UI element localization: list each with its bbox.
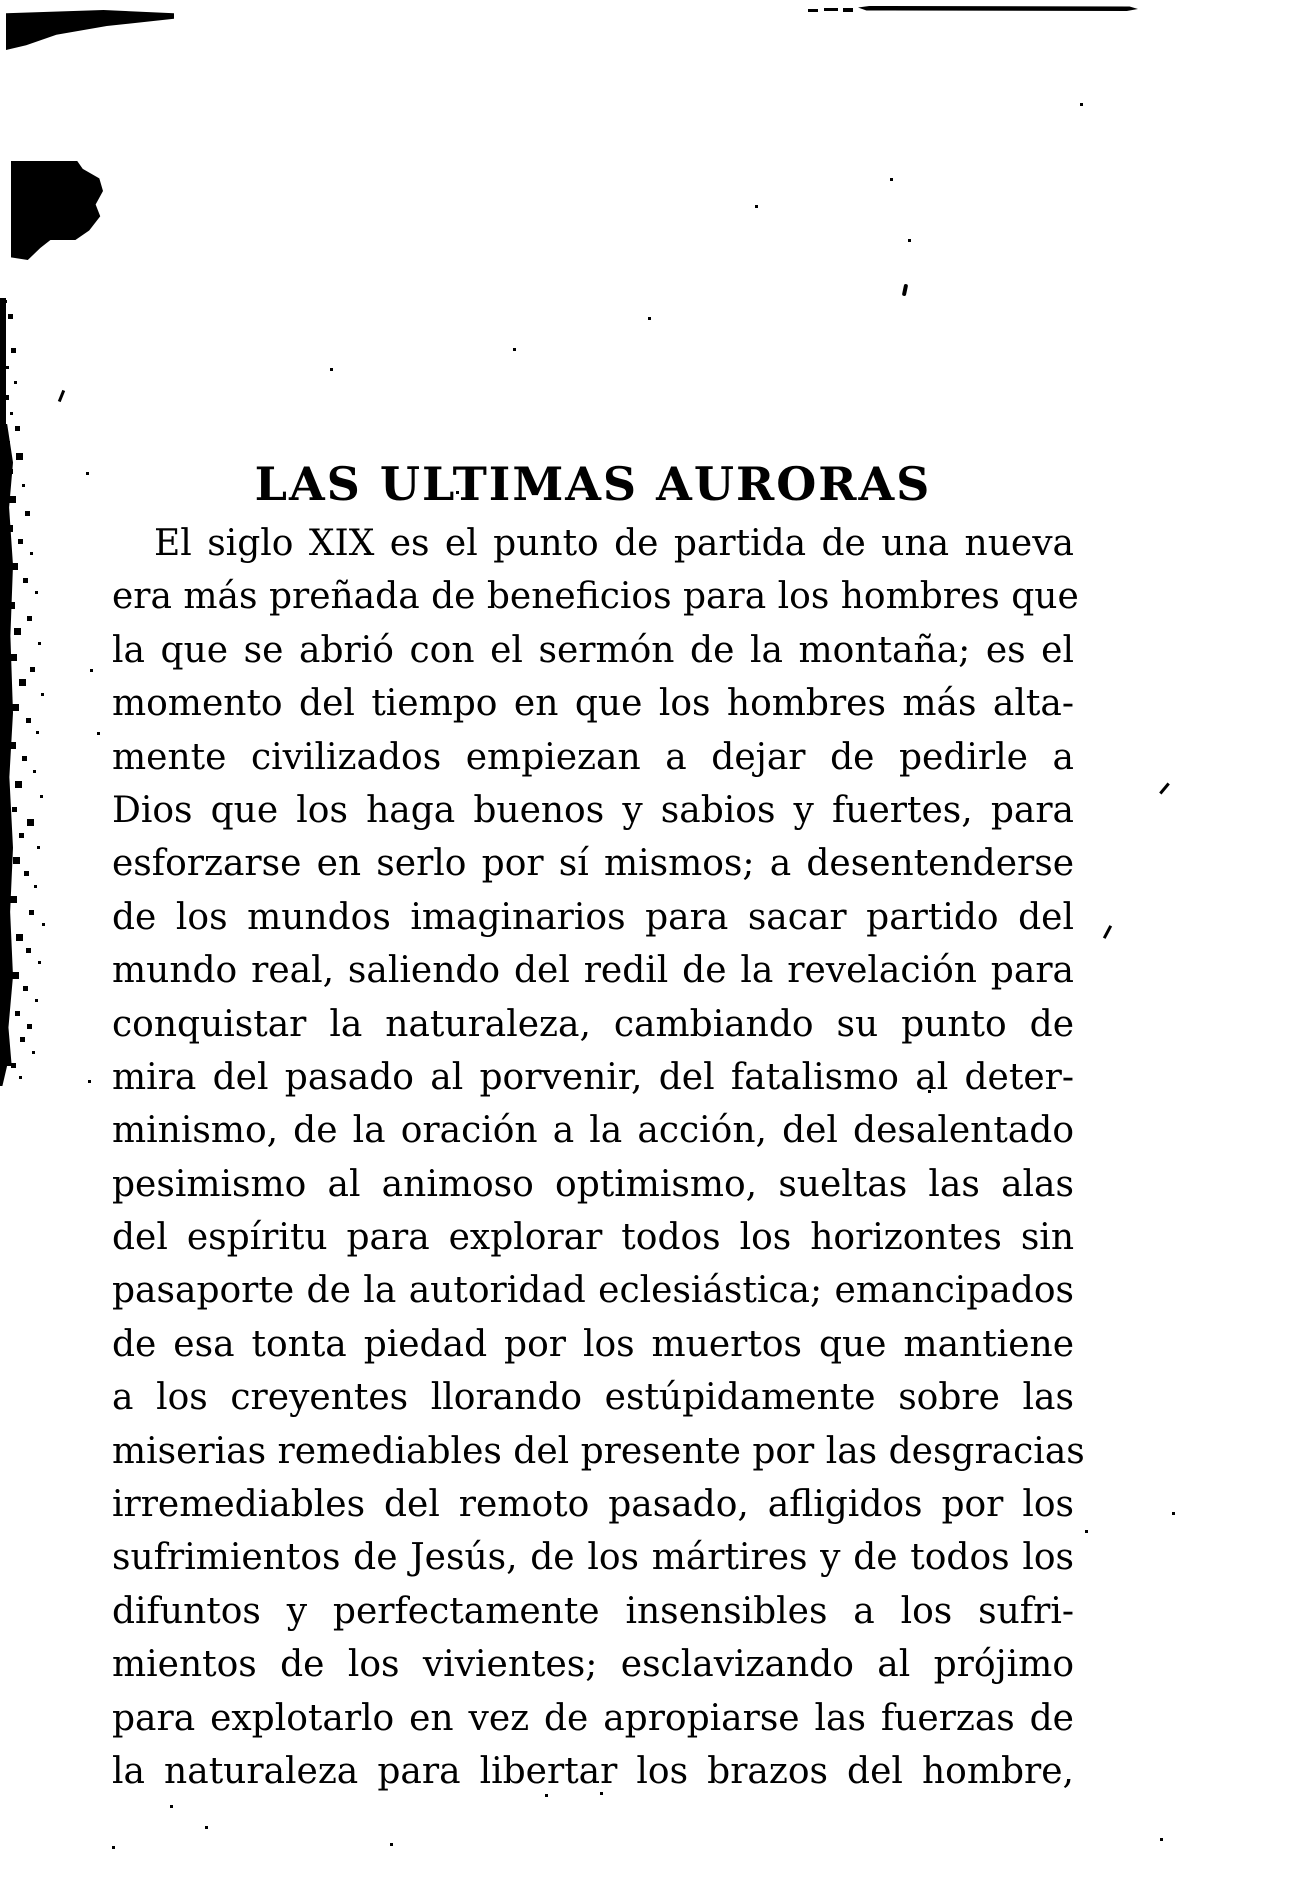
text-line: Dios que los haga buenos y sabios y fuertes, para [112, 789, 1074, 831]
scan-noise-left-edge-core [0, 424, 13, 1066]
text-line: de los mundos imaginarios para sacar partido del [112, 896, 1074, 938]
scan-smudge-left-blob-tail [11, 238, 53, 260]
scan-line-top-right [858, 6, 1138, 11]
text-line: esforzarse en serlo por sí mismos; a desentenderse [112, 843, 1074, 885]
text-line: conquistar la naturaleza, cambiando su punto de [112, 1003, 1074, 1045]
scan-noise-left-edge-upper [0, 298, 6, 428]
scan-line-top-right-dash [808, 9, 818, 12]
text-line: mente civilizados empiezan a dejar de pedirle a [112, 736, 1074, 778]
text-line: El siglo XIX es el punto de partida de una nueva [154, 523, 1074, 564]
text-line: del espíritu para explorar todos los horizontes sin [112, 1217, 1074, 1259]
text-line: mira del pasado al porvenir, del fatalismo al deter- [112, 1056, 1074, 1098]
text-line: era más preñada de beneficios para los hombres que [112, 576, 1079, 618]
text-line: a los creyentes llorando estúpidamente sobre las [112, 1377, 1074, 1419]
text-line: difuntos y perfectamente insensibles a los sufri- [112, 1590, 1074, 1632]
scan-line-top-right-dash [824, 8, 838, 11]
text-line: sufrimientos de Jesús, de los mártires y de todos los [112, 1537, 1074, 1579]
scan-speck-tick [1159, 783, 1170, 795]
text-line: para explotarlo en vez de apropiarse las fuerzas de [112, 1697, 1074, 1739]
text-line: pesimismo al animoso optimismo, sueltas las alas [112, 1163, 1074, 1205]
scan-speck-slash [1103, 925, 1112, 939]
scan-speck-dots [0, 0, 3, 3]
text-line: mientos de los vivientes; esclavizando al prójimo [112, 1644, 1074, 1686]
scan-noise-left-edge-taper [0, 1062, 8, 1086]
text-line: mundo real, saliendo del redil de la revelación para [112, 950, 1074, 992]
text-line: miserias remediables del presente por las desgracias [112, 1430, 1085, 1472]
text-line: irremediables del remoto pasado, afligidos por los [112, 1484, 1074, 1526]
text-line: pasaporte de la autoridad eclesiástica; emancipados [112, 1270, 1074, 1312]
text-line: la naturaleza para libertar los brazos del hombre, [112, 1750, 1074, 1792]
scan-line-top-right-dash [843, 8, 853, 12]
scan-speck-left-slash [58, 390, 65, 402]
scan-smudge-left-blob [11, 161, 103, 240]
text-line: la que se abrió con el sermón de la montaña; es el [112, 629, 1074, 671]
page-title: LAS ULTIMAS AURORAS [254, 456, 932, 511]
text-line: minismo, de la oración a la acción, del desalentado [112, 1110, 1074, 1152]
scan-speck-apostrophe [902, 284, 908, 297]
scan-smudge-top-left-wedge [6, 10, 174, 50]
paragraph [112, 517, 1085, 1798]
text-line: momento del tiempo en que los hombres más alta- [112, 683, 1074, 725]
text-line: de esa tonta piedad por los muertos que mantiene [112, 1323, 1074, 1365]
